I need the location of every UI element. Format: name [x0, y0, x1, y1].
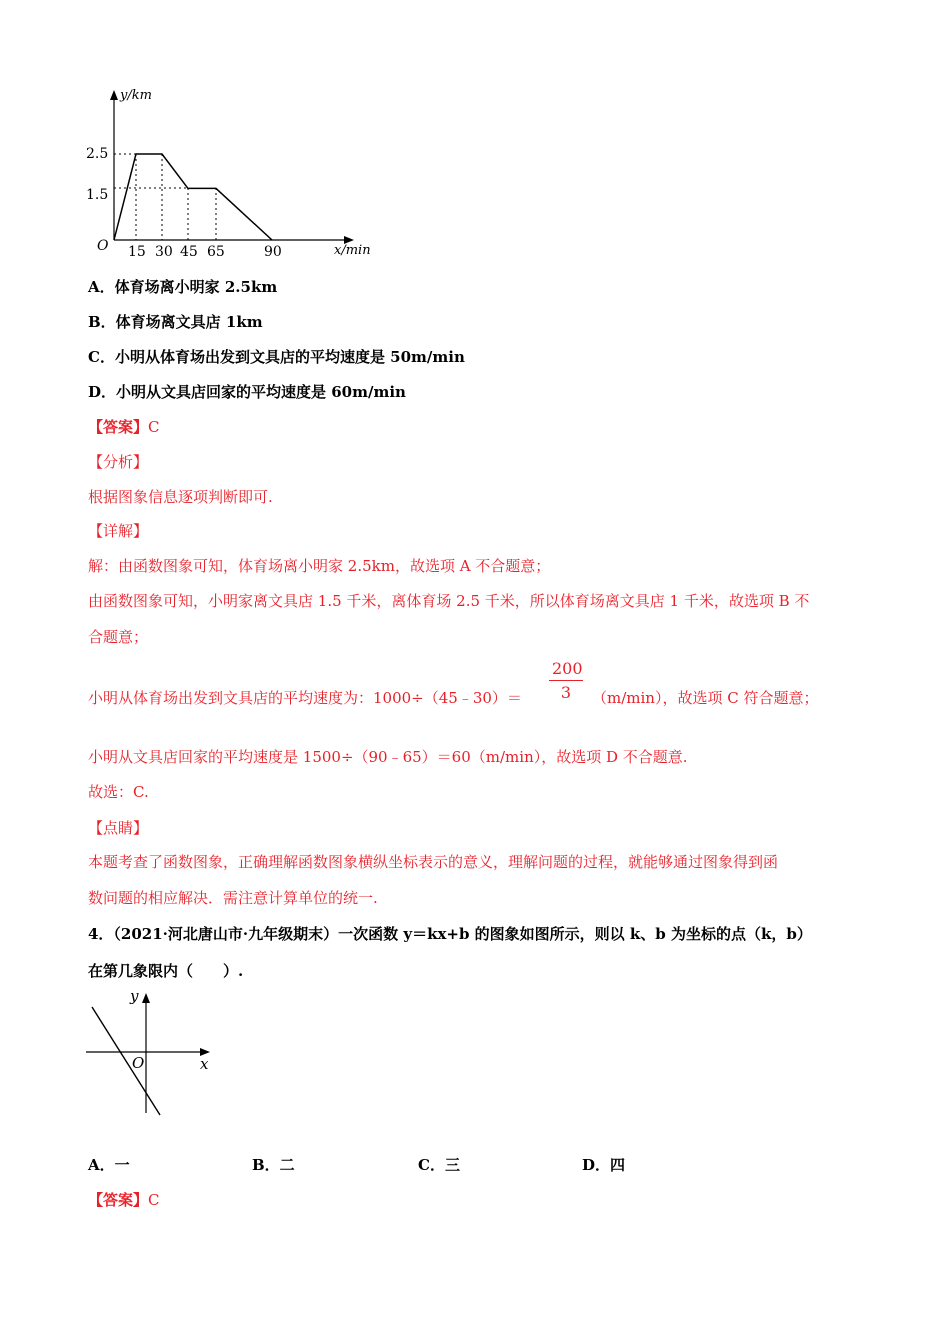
y-axis-label: y [130, 987, 139, 1005]
detail-label: 【详解】 [88, 522, 149, 540]
q4-answer [88, 1189, 160, 1210]
analysis-text: 根据图象信息逐项判断即可. [88, 488, 273, 506]
fraction-numerator: 200 [552, 659, 583, 678]
analysis-label: 【分析】 [88, 453, 149, 471]
x-axis-label: x/min [334, 243, 371, 258]
q4-stem-line-2: 在第几象限内（ ）. [88, 962, 244, 980]
y-tick-1-5: 1.5 [86, 187, 109, 203]
q3-option-b: B．体育场离文具店 1km [88, 313, 263, 331]
q3-option-c: C．小明从体育场出发到文具店的平均速度是 50m/min [88, 348, 465, 366]
distance-time-graph [80, 82, 390, 262]
linear-function-graph [82, 985, 222, 1120]
fraction-denominator: 3 [560, 683, 572, 702]
q4-option-b: B．二 [252, 1156, 295, 1174]
origin-label: O [97, 238, 109, 254]
q4-option-c: C．三 [418, 1156, 460, 1174]
q4-option-a: A．一 [88, 1156, 130, 1174]
answer-value: C [148, 1191, 160, 1209]
detail-line-6: 故选：C. [88, 783, 149, 801]
q4-option-d: D．四 [582, 1156, 626, 1174]
q4-stem-line-1: 4．（2021·河北唐山市·九年级期末）一次函数 y＝kx+b 的图象如图所示，则以 k、b 为坐标的点（k，b） [88, 925, 812, 943]
y-tick-2-5: 2.5 [86, 146, 109, 162]
q3-option-a: A．体育场离小明家 2.5km [88, 278, 278, 296]
detail-line-5: 小明从文具店回家的平均速度是 1500÷（90﹣65）＝60（m/min），故选项 D 不合题意. [88, 748, 688, 766]
answer-label: 【答案】 [88, 1191, 149, 1209]
comment-line-1: 本题考查了函数图象，正确理解函数图象横纵坐标表示的意义，理解问题的过程，就能够通过图象得到函 [88, 853, 779, 871]
dotted-guides [114, 154, 216, 240]
detail-line-1: 解：由函数图象可知，体育场离小明家 2.5km，故选项 A 不合题意； [88, 557, 551, 575]
y-axis-label: y/km [120, 88, 152, 103]
x-tick-45: 45 [180, 244, 198, 260]
detail-line-2: 由函数图象可知，小明家离文具店 1.5 千米，离体育场 2.5 千米，所以体育场离文具店 1 千米，故选项 B 不 [88, 592, 810, 610]
origin-label: O [132, 1054, 145, 1072]
y-axis-arrow [110, 90, 118, 100]
y-axis-arrow [142, 993, 150, 1003]
fraction-200-over-3 [549, 659, 583, 702]
q3-option-d: D．小明从文具店回家的平均速度是 60m/min [88, 383, 406, 401]
comment-label: 【点睛】 [88, 819, 149, 837]
detail-line-4-post: （m/min），故选项 C 符合题意； [592, 689, 819, 707]
x-tick-30: 30 [155, 244, 173, 260]
q3-answer [88, 416, 160, 437]
function-line [92, 1007, 160, 1115]
x-tick-90: 90 [264, 244, 282, 260]
detail-line-4-pre: 小明从体育场出发到文具店的平均速度为：1000÷（45﹣30）＝ [88, 689, 522, 707]
distance-line [114, 154, 272, 240]
answer-label: 【答案】 [88, 418, 149, 436]
detail-line-3: 合题意； [88, 628, 149, 646]
answer-value: C [148, 418, 160, 436]
x-tick-15: 15 [128, 244, 146, 260]
x-tick-65: 65 [207, 244, 225, 260]
comment-line-2: 数问题的相应解决．需注意计算单位的统一. [88, 889, 378, 907]
x-axis-label: x [200, 1055, 209, 1073]
fraction-bar [549, 680, 583, 681]
